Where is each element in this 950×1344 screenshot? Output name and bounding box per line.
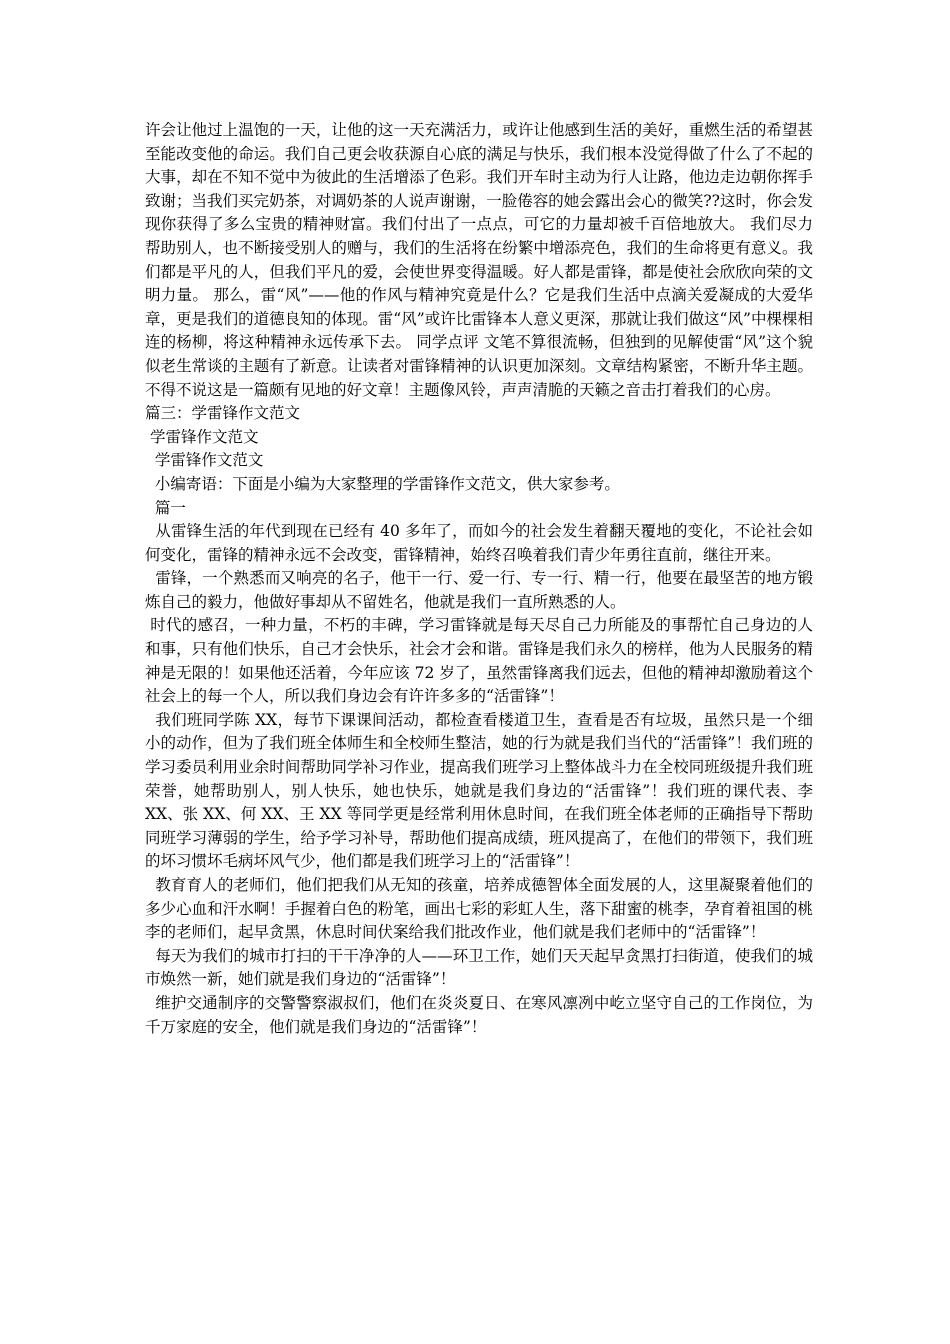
body-paragraph: 雷锋，一个熟悉而又响亮的名子，他干一行、爱一行、专一行、精一行，他要在最坚苦的地方锻炼自己的毅力，他做好事却从不留姓名，他就是我们一直所熟悉的人。 [145,569,813,611]
body-paragraph: 从雷锋生活的年代到现在已经有 40 多年了，而如今的社会发生着翻天覆地的变化，不论社会如何变化，雷锋的精神永远不会改变，雷锋精神，始终召唤着我们青少年勇往直前，继往开来。 [145,522,813,564]
body-paragraph: 每天为我们的城市打扫的干干净净的人——环卫工作，她们天天起早贪黑打扫街道，使我们的城市焕然一新，她们就是我们身边的“活雷锋”！ [145,946,813,989]
body-paragraph: 时代的感召，一种力量，不朽的丰碑，学习雷锋就是每天尽自己力所能及的事帮忙自己身边的人和事，只有他们快乐，自己才会快乐，社会才会和谐。雷锋是我们永久的榜样，他为人民服务的精神是无限的！如果他还活着，今年应该 72 岁了，虽然雷锋离我们远去，但他的精神却激励着这个社会上的每一个人，所以我们身边会有许许多多的“活雷锋”！ [145,616,813,706]
essay-continuation-paragraph: 许会让他过上温饱的一天，让他的这一天充满活力，或许让他感到生活的美好，重燃生活的希望甚至能改变他的命运。我们自己更会收获源自心底的满足与快乐，我们根本没觉得做了什么了不起的大事，却在不知不觉中为彼此的生活增添了色彩。我们开车时主动为行人让路，他边走边朝你挥手致谢；当我们买完奶茶，对调奶茶的人说声谢谢，一脸倦容的她会露出会心的微笑??这时，你会发现你获得了多么宝贵的精神财富。我们付出了一点点，可它的力量却被千百倍地放大。 我们尽力帮助别人，也不断接受别人的赠与，我们的生活将在纷繁中增添亮色，我们的生命将更有意义。我们都是平凡的人，但我们平凡的爱，会使世界变得温暖。好人都是雷锋，都是使社会欣欣向荣的文明力量。 那么，雷“风”——他的作风与精神究竟是什么？它是我们生活中点滴关爱凝成的大爱华章，更是我们的道德良知的体现。雷“风”或许比雷锋本人意义更深，那就让我们做这“风”中棵棵相连的杨柳，将这种精神永远传承下去。 同学点评 文笔不算很流畅，但独到的见解使雷“风”这个貌似老生常谈的主题有了新意。让读者对雷锋精神的认识更加深刻。文章结构紧密，不断升华主题。不得不说这是一篇颇有见地的好文章！主题像风铃，声声清脆的天籁之音击打着我们的心房。 [145,121,813,399]
body-paragraph: 维护交通制序的交警警察淑叔们，他们在炎炎夏日、在寒风凛冽中屹立坚守自己的工作岗位，为千万家庭的安全，他们就是我们身边的“活雷锋”！ [145,993,813,1036]
section-heading: 篇三：学雷锋作文范文 [145,404,301,423]
body-paragraph: 我们班同学陈 XX，每节下课课间活动，都检查看楼道卫生，查看是否有垃圾，虽然只是一个细小的动作，但为了我们班全体师生和全校师生整洁，她的行为就是我们当代的“活雷锋”！我们班的学习委员利用业余时间帮助同学补习作业，提高我们班学习上整体战斗力在全校同班级提升我们班荣誉，她帮助别人，别人快乐，她也快乐，她就是我们身边的“活雷锋”！我们班的课代表、李 XX、张 XX、何 XX、王 XX 等同学更是经常利用休息时间，在我们班全体老师的正确指导下帮助同班学习薄弱的学生，给予学习补导，帮助他们提高成绩，班风提高了，在他们的带领下，我们班的坏习惯坏毛病坏风气少，他们都是我们班学习上的“活雷锋”！ [145,710,818,871]
editor-note: 小编寄语：下面是小编为大家整理的学雷锋作文范文，供大家参考。 [145,474,620,493]
essay-subtitle: 学雷锋作文范文 [145,451,264,470]
essay-title: 学雷锋作文范文 [145,427,259,446]
part-heading: 篇一 [145,498,186,517]
body-paragraph: 教育育人的老师们，他们把我们从无知的孩童，培养成德智体全面发展的人，这里凝聚着他们的多少心血和汗水啊！手握着白色的粉笔，画出七彩的彩虹人生，落下甜蜜的桃李，孕育着祖国的桃李的老师们，起早贪黑，休息时间伏案给我们批改作业，他们就是我们老师中的“活雷锋”！ [145,876,813,942]
document-page [145,119,818,1039]
